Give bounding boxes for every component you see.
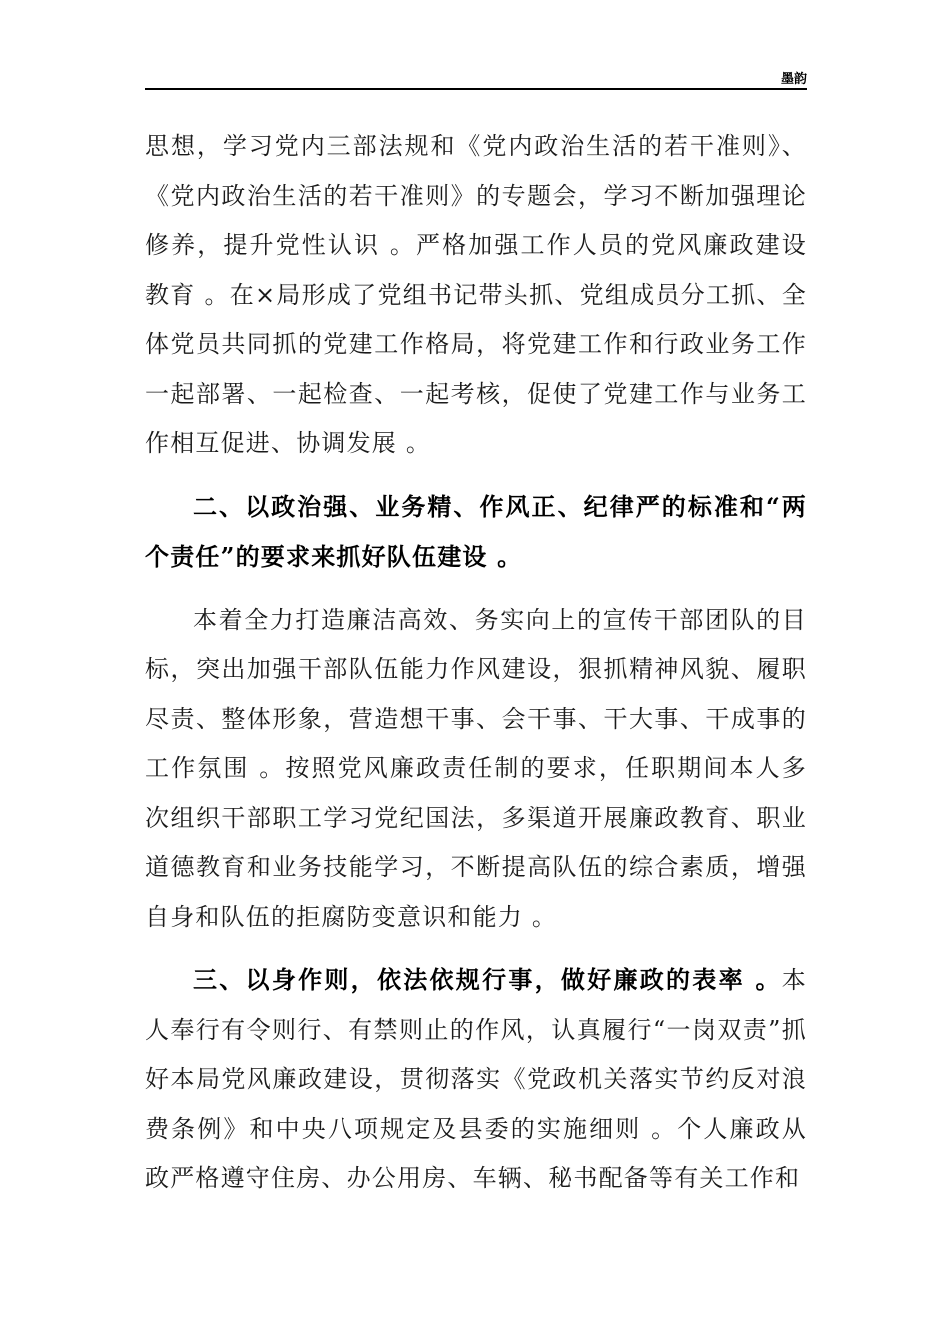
- header-brand: 墨韵: [780, 72, 807, 87]
- paragraph-text: 思想，学习党内三部法规和《党内政治生活的若干准则》、《党内政治生活的若干准则》的专题会，学习不断加强理论修养，提升党性认识 。严格加强工作人员的党风廉政建设教育 。在×局形成了党组书记带头抓、党组成员分工抓、全体党员共同抓的党建工作格局，将党建工作和行政业务工作一起部署、一起检查、一起考核，促使了党建工作与业务工作相互促进、协调发展 。: [145, 132, 807, 457]
- section-heading-3: [145, 955, 807, 1204]
- document-body: [145, 122, 807, 1204]
- paragraph-team-building: [145, 596, 807, 943]
- paragraph-text: 本人奉行有令则行、有禁则止的作风，认真履行“一岗双责”抓好本局党风廉政建设，贯彻落实《党政机关落实节约反对浪费条例》和中央八项规定及县委的实施细则 。个人廉政从政严格遵守住房、办公用房、车辆、秘书配备等有关工作和: [145, 966, 807, 1192]
- paragraph-continuation: [145, 122, 807, 469]
- heading-text: 二、以政治强、业务精、作风正、纪律严的标准和“两个责任”的要求来抓好队伍建设 。: [145, 491, 807, 571]
- page-header: [145, 66, 807, 90]
- paragraph-text: 本着全力打造廉洁高效、务实向上的宣传干部团队的目标，突出加强干部队伍能力作风建设，狠抓精神风貌、履职尽责、整体形象，营造想干事、会干事、干大事、干成事的工作氛围 。按照党风廉政责任制的要求，任职期间本人多次组织干部职工学习党纪国法，多渠道开展廉政教育、职业道德教育和业务技能学习，不断提高队伍的综合素质，增强自身和队伍的拒腐防变意识和能力 。: [145, 605, 807, 931]
- section-heading-2: [145, 482, 807, 583]
- heading-text: 三、以身作则，依法依规行事，做好廉政的表率 。: [193, 965, 782, 994]
